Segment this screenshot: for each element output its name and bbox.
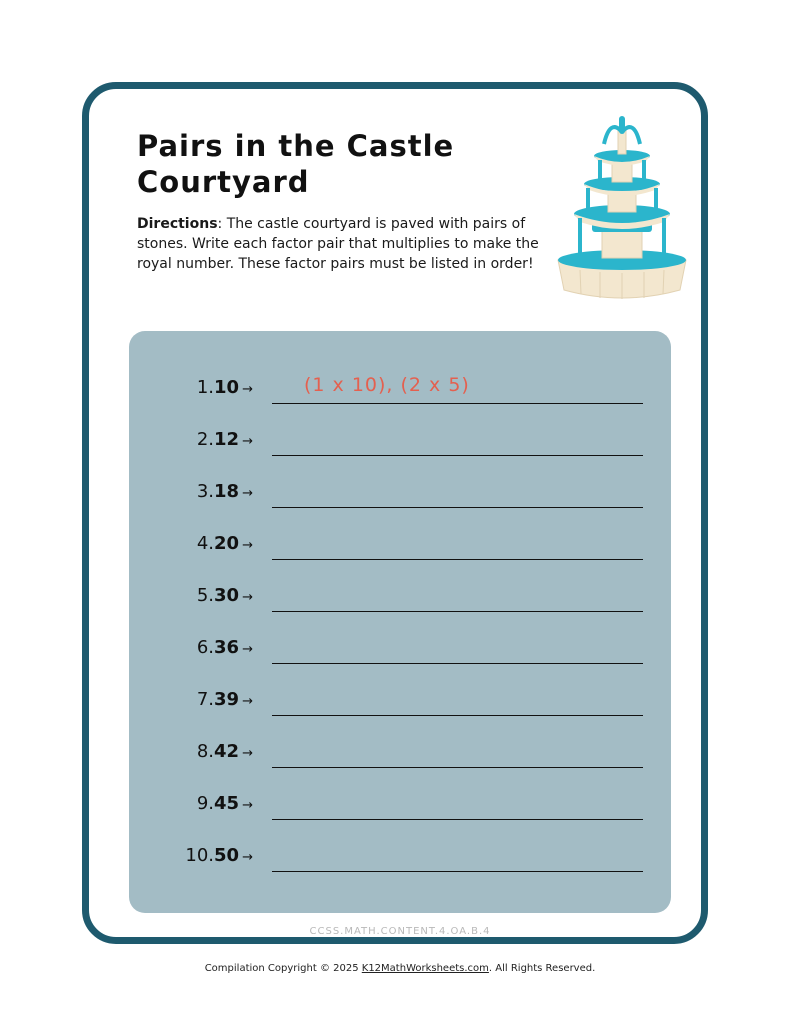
copyright-footer [0,963,800,974]
problem-number: 42 [214,741,240,762]
arrow-icon: → [242,642,253,657]
problem-row [129,427,671,457]
copyright-prefix: Compilation Copyright © 2025 [204,963,362,974]
problem-index: 7. [196,689,215,710]
problem-index: 6. [196,637,215,658]
problem-number: 36 [214,637,240,658]
problem-index: 9. [196,793,215,814]
problem-row [129,635,671,665]
arrow-icon: → [242,746,253,761]
problem-row [129,843,671,873]
problem-number: 12 [214,429,240,450]
page-title [137,128,537,200]
problem-row [129,531,671,561]
copyright-link[interactable]: K12MathWorksheets.com [361,963,489,974]
directions-text: : The castle courtyard is paved with pairs of stones. Write each factor pair that multiplies to make the royal number. These factor pairs must be listed in order! [137,216,539,272]
arrow-icon: → [242,694,253,709]
problem-row [129,739,671,769]
problem-number: 20 [214,533,240,554]
problem-index: 1. [196,377,215,398]
problem-label [169,481,253,502]
arrow-icon: → [242,850,253,865]
problem-row [129,791,671,821]
copyright-suffix: . All Rights Reserved. [488,963,596,974]
arrow-icon: → [242,538,253,553]
answer-line [272,767,643,768]
problem-label [169,793,253,814]
problem-row [129,687,671,717]
arrow-icon: → [242,590,253,605]
problem-label [169,429,253,450]
directions [137,214,551,274]
problem-label [169,741,253,762]
answer-line [272,455,643,456]
answer-line [272,663,643,664]
answer-line [272,559,643,560]
title-line-1: Pairs in the Castle [137,129,455,163]
problem-label [169,689,253,710]
problem-number: 18 [214,481,240,502]
problem-number: 50 [214,845,240,866]
problem-index: 8. [196,741,215,762]
problem-index: 4. [196,533,215,554]
problem-row [129,375,671,405]
problem-row [129,583,671,613]
problem-number: 39 [214,689,240,710]
problem-row [129,479,671,509]
problem-index: 5. [196,585,215,606]
answer-line [272,715,643,716]
problem-number: 45 [214,793,240,814]
answer-panel [129,331,671,913]
arrow-icon: → [242,382,253,397]
answer-line [272,507,643,508]
answer-field[interactable]: (1 x 10), (2 x 5) [304,374,470,396]
problem-index: 10. [185,845,215,866]
problem-label [169,845,253,866]
problem-label [169,637,253,658]
directions-label: Directions [137,216,218,232]
problem-number: 30 [214,585,240,606]
problem-index: 2. [196,429,215,450]
answer-line [272,819,643,820]
answer-line [272,871,643,872]
answer-line [272,403,643,404]
problem-label [169,533,253,554]
answer-line [272,611,643,612]
problem-number: 10 [214,377,240,398]
standard-code: CCSS.MATH.CONTENT.4.OA.B.4 [309,926,491,937]
problem-label [169,585,253,606]
problem-index: 3. [196,481,215,502]
title-line-2: Courtyard [137,165,310,199]
fountain-icon [552,110,692,310]
problem-label [169,377,253,398]
arrow-icon: → [242,434,253,449]
arrow-icon: → [242,486,253,501]
arrow-icon: → [242,798,253,813]
